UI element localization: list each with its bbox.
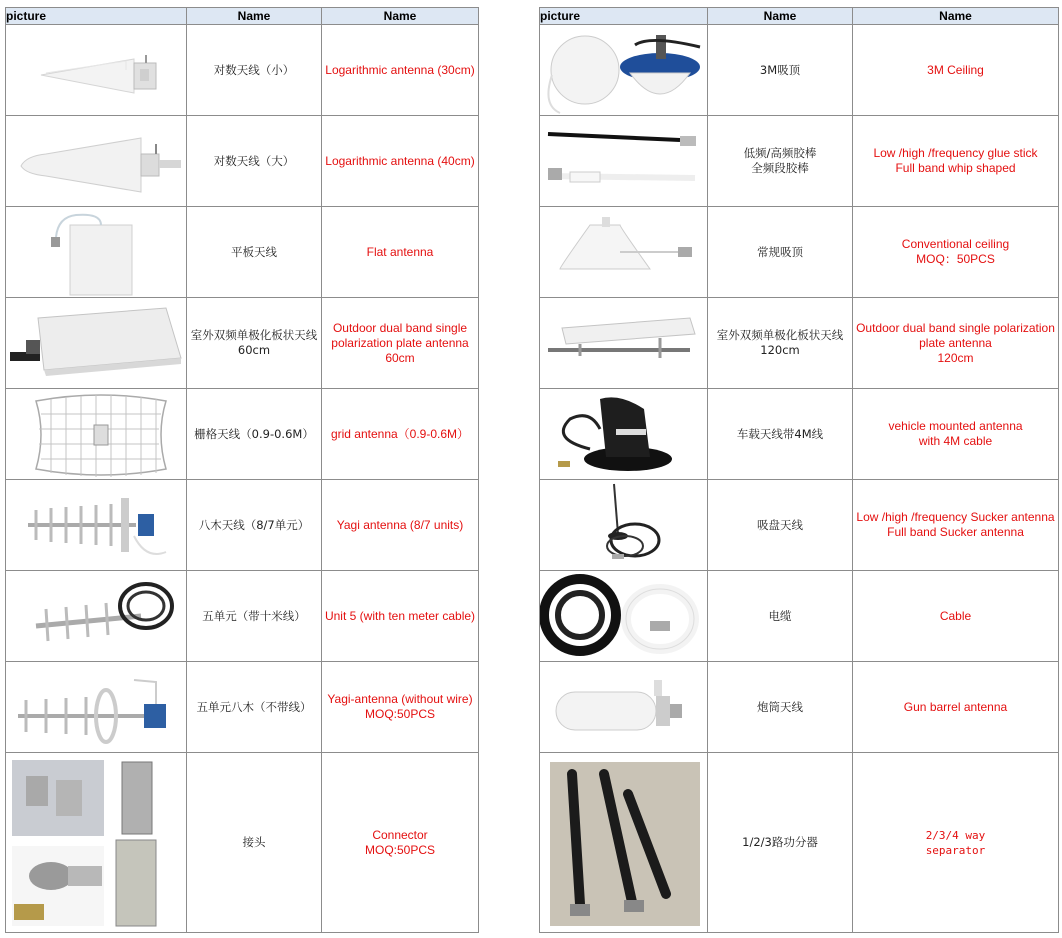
header-picture: picture bbox=[6, 8, 187, 25]
log-periodic-antenna-large-icon bbox=[6, 116, 187, 207]
rf-connectors-icon bbox=[6, 753, 187, 933]
table-row bbox=[6, 116, 479, 207]
header-name: Name bbox=[187, 8, 322, 25]
table-row bbox=[540, 116, 1059, 207]
header-name: Name bbox=[708, 8, 853, 25]
yagi-antenna-no-wire-icon bbox=[6, 662, 187, 753]
product-name-en: Outdoor dual band single polarization plate antenna 120cm bbox=[853, 298, 1059, 389]
product-name-cn: 1/2/3路功分器 bbox=[708, 753, 853, 933]
header-row bbox=[540, 8, 1059, 25]
product-name-en: Yagi antenna (8/7 units) bbox=[322, 480, 479, 571]
outdoor-panel-antenna-60-icon bbox=[6, 298, 187, 389]
product-name-cn: 常规吸顶 bbox=[708, 207, 853, 298]
product-name-en: Low /high /frequency Sucker antenna Full band Sucker antenna bbox=[853, 480, 1059, 571]
table-row bbox=[6, 389, 479, 480]
whip-antenna-icon bbox=[540, 116, 708, 207]
product-name-en: Unit 5 (with ten meter cable) bbox=[322, 571, 479, 662]
right-product-table bbox=[539, 7, 1059, 933]
table-row bbox=[540, 207, 1059, 298]
table-row bbox=[6, 480, 479, 571]
product-name-cn: 栅格天线（0.9-0.6M） bbox=[187, 389, 322, 480]
product-name-en: Logarithmic antenna (30cm) bbox=[322, 25, 479, 116]
product-name-cn: 室外双频单极化板状天线 60cm bbox=[187, 298, 322, 389]
table-row bbox=[540, 389, 1059, 480]
product-name-cn: 低频/高频胶棒 全频段胶棒 bbox=[708, 116, 853, 207]
gun-barrel-antenna-icon bbox=[540, 662, 708, 753]
table-row bbox=[6, 662, 479, 753]
grid-antenna-icon bbox=[6, 389, 187, 480]
table-row bbox=[6, 207, 479, 298]
yagi-antenna-icon bbox=[6, 480, 187, 571]
product-name-en: 3M Ceiling bbox=[853, 25, 1059, 116]
product-name-en: Logarithmic antenna (40cm) bbox=[322, 116, 479, 207]
log-periodic-antenna-small-icon bbox=[6, 25, 187, 116]
ceiling-dome-antenna-icon bbox=[540, 207, 708, 298]
power-splitter-icon bbox=[540, 753, 708, 933]
product-name-en: Gun barrel antenna bbox=[853, 662, 1059, 753]
table-row bbox=[540, 753, 1059, 933]
product-name-cn: 接头 bbox=[187, 753, 322, 933]
product-name-cn: 吸盘天线 bbox=[708, 480, 853, 571]
product-name-cn: 炮筒天线 bbox=[708, 662, 853, 753]
table-row bbox=[540, 25, 1059, 116]
product-name-en: Cable bbox=[853, 571, 1059, 662]
header-name-en: Name bbox=[853, 8, 1059, 25]
product-name-en: vehicle mounted antenna with 4M cable bbox=[853, 389, 1059, 480]
cable-coils-icon bbox=[540, 571, 708, 662]
product-name-cn: 对数天线（大） bbox=[187, 116, 322, 207]
header-name-en: Name bbox=[322, 8, 479, 25]
table-row bbox=[540, 662, 1059, 753]
product-name-en: Low /high /frequency glue stick Full band whip shaped bbox=[853, 116, 1059, 207]
panel-antenna-icon bbox=[6, 207, 187, 298]
product-name-cn: 对数天线（小） bbox=[187, 25, 322, 116]
product-name-en: Flat antenna bbox=[322, 207, 479, 298]
product-name-cn: 五单元（带十米线） bbox=[187, 571, 322, 662]
ceiling-antenna-3m-icon bbox=[540, 25, 708, 116]
product-name-cn: 五单元八木（不带线） bbox=[187, 662, 322, 753]
product-name-en: grid antenna（0.9-0.6M） bbox=[322, 389, 479, 480]
product-name-cn: 室外双频单极化板状天线 120cm bbox=[708, 298, 853, 389]
product-name-en: Yagi-antenna (without wire) MOQ:50PCS bbox=[322, 662, 479, 753]
yagi-antenna-with-cable-icon bbox=[6, 571, 187, 662]
left-product-table bbox=[5, 7, 479, 933]
product-name-en: Connector MOQ:50PCS bbox=[322, 753, 479, 933]
header-picture: picture bbox=[540, 8, 708, 25]
product-name-cn: 车载天线带4M线 bbox=[708, 389, 853, 480]
table-row bbox=[6, 753, 479, 933]
table-row bbox=[540, 480, 1059, 571]
product-name-cn: 八木天线（8/7单元） bbox=[187, 480, 322, 571]
outdoor-panel-antenna-120-icon bbox=[540, 298, 708, 389]
table-row bbox=[540, 298, 1059, 389]
sucker-antenna-icon bbox=[540, 480, 708, 571]
table-row bbox=[6, 25, 479, 116]
product-name-cn: 3M吸顶 bbox=[708, 25, 853, 116]
product-name-cn: 平板天线 bbox=[187, 207, 322, 298]
vehicle-antenna-icon bbox=[540, 389, 708, 480]
table-row bbox=[540, 571, 1059, 662]
header-row bbox=[6, 8, 479, 25]
table-row bbox=[6, 298, 479, 389]
product-name-en: 2/3/4 way separator bbox=[853, 753, 1059, 933]
product-name-en: Conventional ceiling MOQ：50PCS bbox=[853, 207, 1059, 298]
product-name-en: Outdoor dual band single polarization plate antenna 60cm bbox=[322, 298, 479, 389]
product-name-cn: 电缆 bbox=[708, 571, 853, 662]
table-row bbox=[6, 571, 479, 662]
